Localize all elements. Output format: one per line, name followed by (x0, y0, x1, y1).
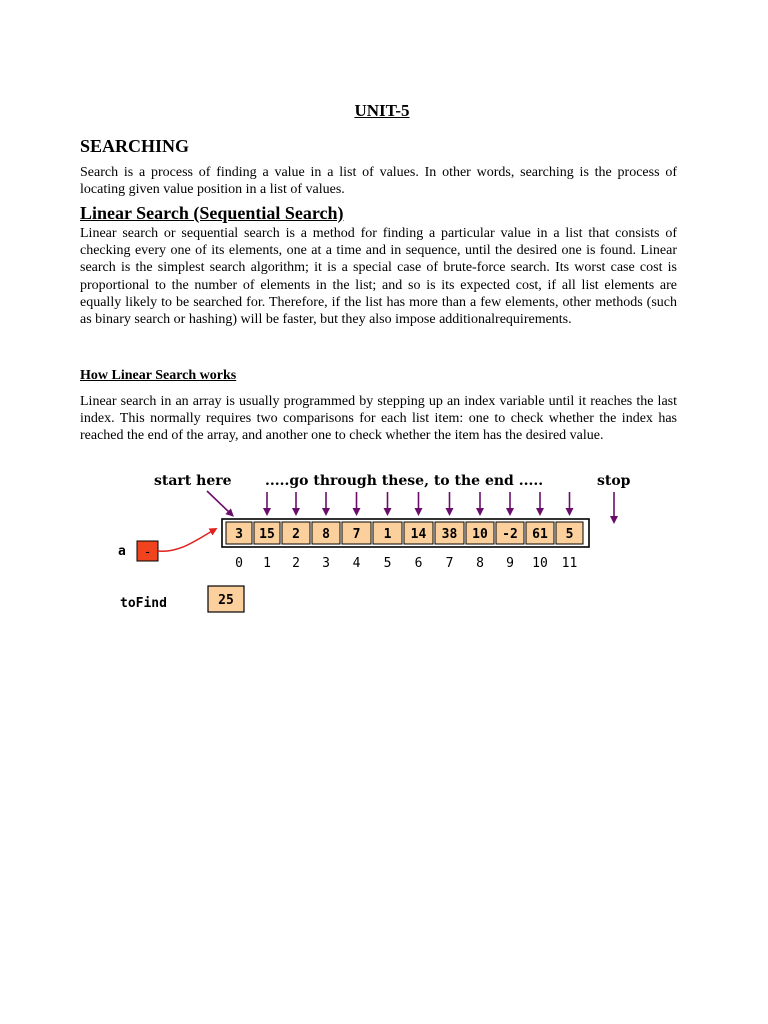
array-index-label: 3 (322, 556, 330, 571)
array-cell-value: 3 (235, 527, 243, 542)
array-index-label: 7 (445, 556, 454, 571)
array-index-label: 5 (383, 556, 392, 571)
array-index-label: 9 (506, 556, 514, 571)
tofind-label: toFind (120, 596, 167, 611)
how-linear-search-paragraph: Linear search in an array is usually programmed by stepping up an index variable until it reaches the last index. This normally requires two comparisons for each list item: one to check whether the index has reached the end of the array, and another one to check whether the item has the desired value. (80, 394, 677, 444)
array-pointer-symbol: - (143, 545, 152, 560)
iteration-arrows (267, 492, 570, 512)
array-index-label: 4 (352, 556, 361, 571)
array-cell-value: 2 (292, 527, 300, 542)
array-index-label: 6 (414, 556, 423, 571)
unit-title: UNIT-5 (354, 101, 410, 120)
array-index-label: 0 (235, 556, 243, 571)
array-cell-value: 14 (410, 527, 427, 542)
start-arrow (207, 491, 231, 514)
go-through-label: .....go through these, to the end ..... (265, 473, 544, 489)
array-cell-value: 61 (532, 527, 548, 542)
array-cell-value: 1 (383, 527, 392, 542)
array-index-label: 1 (263, 556, 271, 571)
linear-search-heading: Linear Search (Sequential Search) (80, 203, 344, 223)
array-variable-label: a (118, 544, 126, 559)
array-cells (222, 519, 589, 547)
array-cell-value: 8 (322, 527, 330, 542)
array-cell-value: 7 (352, 527, 361, 542)
searching-heading: SEARCHING (80, 136, 190, 156)
array-pointer-arrow (158, 530, 214, 551)
searching-paragraph: Search is a process of finding a value in a list of values. In other words, searching is the process of locating given value position in a list of values. (80, 165, 677, 198)
array-cell-value: 5 (565, 527, 574, 542)
tofind-value: 25 (218, 593, 234, 608)
array-cell-value: 10 (472, 527, 488, 542)
stop-label: stop (597, 473, 631, 489)
how-linear-search-works-heading: How Linear Search works (80, 368, 237, 383)
array-index-label: 2 (292, 556, 300, 571)
array-index-label: 8 (476, 556, 484, 571)
array-cell-value: 38 (441, 527, 458, 542)
array-cell-value: 15 (259, 527, 275, 542)
start-here-label: start here (154, 473, 232, 489)
array-index-label: 10 (532, 556, 548, 571)
index-labels (235, 556, 577, 571)
array-cell-value: -2 (502, 527, 518, 542)
array-index-label: 11 (561, 556, 578, 571)
linear-search-paragraph: Linear search or sequential search is a method for finding a particular value in a list that consists of checking every one of its elements, one at a time and in sequence, until the desired one is found. Linear search is the simplest search algorithm; it is a special case of brute-force search. Its worst case cost is proportional to the number of elements in the list; and so is its expected cost, if all list elements are equally likely to be searched for. Therefore, if the list has more than a few elements, other methods (such as binary search or hashing) will be faster, but they also impose additionalrequirements. (80, 226, 677, 328)
